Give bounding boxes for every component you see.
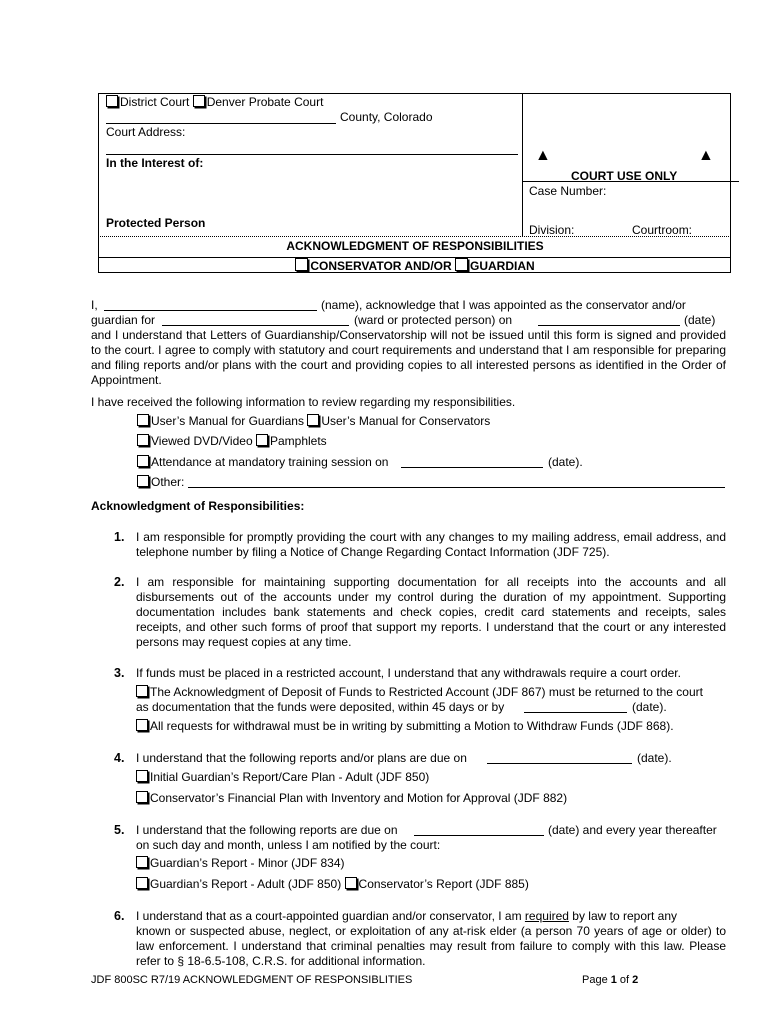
court-use-line bbox=[522, 181, 739, 182]
item-3-number: 3. bbox=[114, 666, 125, 680]
arrow-left-icon: ▲ bbox=[535, 147, 551, 164]
form-title: ACKNOWLEDGMENT OF RESPONSIBILITIES bbox=[286, 239, 544, 253]
training-date-blank[interactable] bbox=[401, 467, 543, 468]
item-6-number: 6. bbox=[114, 909, 125, 923]
item-5-rest: (date) and every year thereafter bbox=[548, 823, 717, 837]
page-of: of bbox=[616, 974, 633, 986]
item-4a-line bbox=[136, 770, 429, 785]
item-4b-checkbox[interactable] bbox=[136, 791, 148, 803]
item-3a-date-blank[interactable] bbox=[524, 712, 627, 713]
district-court-label: District Court bbox=[120, 95, 190, 109]
guardians-manual-checkbox[interactable] bbox=[137, 414, 149, 426]
training-checkbox[interactable] bbox=[137, 455, 149, 467]
in-interest-label: In the Interest of: bbox=[106, 156, 204, 170]
footer-page bbox=[582, 973, 638, 987]
item-5-line2: on such day and month, unless I am notified by the court: bbox=[136, 838, 441, 852]
received-lead: I have received the following information to review regarding my responsibilities. bbox=[91, 395, 516, 409]
court-type-line bbox=[106, 95, 323, 110]
court-address-blank[interactable] bbox=[106, 154, 518, 155]
item-3b-checkbox[interactable] bbox=[136, 719, 148, 731]
arrow-right-icon: ▲ bbox=[698, 147, 714, 164]
item-5-date-blank[interactable] bbox=[414, 835, 544, 836]
guardian-label: GUARDIAN bbox=[470, 259, 535, 273]
item-3a-line bbox=[136, 685, 703, 700]
county-label: County, Colorado bbox=[340, 110, 433, 124]
item-1-text: I am responsible for promptly providing the court with any changes to my mailing address, email address, and telephone number by filing a Notice of Change Regarding Contact Information (JDF 725). bbox=[136, 530, 726, 559]
item-6-required: required bbox=[524, 909, 569, 923]
item-5a-checkbox[interactable] bbox=[136, 856, 148, 868]
item-3a-date-label: (date). bbox=[632, 700, 667, 714]
item-6-first-line bbox=[136, 909, 677, 924]
appointment-date-label: (date) bbox=[684, 313, 716, 327]
probate-court-label: Denver Probate Court bbox=[206, 95, 324, 109]
item-3a-label: The Acknowledgment of Deposit of Funds to Restricted Account (JDF 867) must be returned to the court bbox=[150, 685, 703, 699]
conservators-manual-label: User’s Manual for Conservators bbox=[321, 414, 491, 428]
guardian-checkbox[interactable] bbox=[455, 258, 468, 271]
item-5-text: I understand that the following reports are due on bbox=[136, 823, 398, 837]
item-3b-line bbox=[136, 719, 674, 734]
training-label: Attendance at mandatory training session on bbox=[151, 455, 389, 469]
pamphlets-checkbox[interactable] bbox=[256, 434, 268, 446]
conservators-manual-checkbox[interactable] bbox=[307, 414, 319, 426]
item-5c-checkbox[interactable] bbox=[345, 877, 357, 889]
item-5-number: 5. bbox=[114, 823, 125, 837]
other-checkbox[interactable] bbox=[137, 475, 149, 487]
page-num: 1 bbox=[610, 974, 617, 986]
item-4-text: I understand that the following reports and/or plans are due on bbox=[136, 751, 467, 765]
other-blank[interactable] bbox=[188, 487, 725, 488]
form-subtitle bbox=[0, 258, 770, 274]
item-6-text: known or suspected abuse, neglect, or exploitation of any at-risk elder (a person 70 years of age or older) to law enforcement. I understand that criminal penalties may result from failure to comply with this law. Please refer to § 18-6.5-108, C.R.S. for additional information. bbox=[136, 924, 726, 968]
ward-blank[interactable] bbox=[162, 325, 349, 326]
item-5b-checkbox[interactable] bbox=[136, 877, 148, 889]
ack-heading: Acknowledgment of Responsibilities: bbox=[91, 499, 305, 513]
item-3a-line2: as documentation that the funds were deposited, within 45 days or by bbox=[136, 700, 505, 714]
item-4-date-blank[interactable] bbox=[487, 763, 632, 764]
item-4b-label: Conservator’s Financial Plan with Inventory and Motion for Approval (JDF 882) bbox=[150, 791, 568, 805]
page-pre: Page bbox=[582, 974, 611, 986]
media-line bbox=[137, 434, 327, 449]
item-4a-label: Initial Guardian’s Report/Care Plan - Adult (JDF 850) bbox=[150, 770, 430, 784]
caption-divider bbox=[522, 93, 523, 237]
manuals-line bbox=[137, 414, 490, 429]
protected-person-label: Protected Person bbox=[106, 216, 206, 230]
item-4b-line bbox=[136, 791, 567, 806]
intro-line1: (name), acknowledge that I was appointed as the conservator and/or bbox=[321, 298, 686, 312]
dvd-label: Viewed DVD/Video bbox=[151, 434, 253, 448]
other-label: Other: bbox=[151, 475, 185, 489]
item-4a-checkbox[interactable] bbox=[136, 770, 148, 782]
guardians-manual-label: User’s Manual for Guardians bbox=[151, 414, 304, 428]
pamphlets-label: Pamphlets bbox=[269, 434, 327, 448]
training-line bbox=[137, 455, 388, 470]
item-6-pre: I understand that as a court-appointed guardian and/or conservator, I am bbox=[136, 909, 522, 923]
item-5a-label: Guardian’s Report - Minor (JDF 834) bbox=[150, 856, 345, 870]
guardian-for-label: guardian for bbox=[91, 313, 156, 327]
item-5c-label: Conservator’s Report (JDF 885) bbox=[358, 877, 529, 891]
conservator-checkbox[interactable] bbox=[295, 258, 308, 271]
intro-paragraph: and I understand that Letters of Guardianship/Conservatorship will not be issued until this form is signed and provided to the court. I agree to comply with statutory and court requirements and understand that I am responsible for preparing and filing reports and/or plans with the court and providing copies to all interested persons as identified in the Order of Appointment. bbox=[91, 328, 726, 387]
item-6-post: by law to report any bbox=[572, 909, 678, 923]
ward-label: (ward or protected person) on bbox=[354, 313, 513, 327]
court-use-only: COURT USE ONLY bbox=[571, 169, 678, 183]
case-number-label: Case Number: bbox=[529, 184, 607, 198]
training-date-label: (date). bbox=[548, 455, 583, 469]
item-3-text: If funds must be placed in a restricted account, I understand that any withdrawals require a court order. bbox=[136, 666, 681, 680]
dvd-checkbox[interactable] bbox=[137, 434, 149, 446]
county-blank[interactable] bbox=[106, 123, 336, 124]
item-2-text: I am responsible for maintaining supporting documentation for all receipts into the accounts and all disbursements out of the accounts under my control during the duration of my appointment. Supporting documentation includes bank statements and check copies, credit card statements and receipts, sales receipts, and other such forms of proof that support my reports. I understand that the court or any interested persons may request copies at any time. bbox=[136, 575, 726, 649]
other-line bbox=[137, 475, 184, 490]
item-5b-label: Guardian’s Report - Adult (JDF 850) bbox=[150, 877, 342, 891]
court-address-label: Court Address: bbox=[106, 125, 186, 139]
item-2-number: 2. bbox=[114, 575, 125, 589]
footer-form-id: JDF 800SC R7/19 ACKNOWLEDGMENT OF RESPONSIBLITIES bbox=[91, 974, 413, 986]
item-4-number: 4. bbox=[114, 751, 125, 765]
item-3b-label: All requests for withdrawal must be in writing by submitting a Motion to Withdraw Funds (JDF 868). bbox=[150, 719, 674, 733]
conservator-label: CONSERVATOR AND/OR bbox=[310, 259, 455, 273]
item-4-date-label: (date). bbox=[637, 751, 672, 765]
item-5a-line bbox=[136, 856, 345, 871]
district-court-checkbox[interactable] bbox=[106, 95, 118, 107]
division-label: Division: bbox=[529, 223, 575, 237]
probate-court-checkbox[interactable] bbox=[193, 95, 205, 107]
appointment-date-blank[interactable] bbox=[538, 325, 680, 326]
item-1-number: 1. bbox=[114, 530, 125, 544]
item-5b-line bbox=[136, 877, 529, 892]
courtroom-label: Courtroom: bbox=[632, 223, 693, 237]
intro-i: I, bbox=[91, 298, 98, 312]
page-total: 2 bbox=[632, 974, 639, 986]
item-3a-checkbox[interactable] bbox=[136, 685, 148, 697]
name-blank[interactable] bbox=[104, 310, 317, 311]
